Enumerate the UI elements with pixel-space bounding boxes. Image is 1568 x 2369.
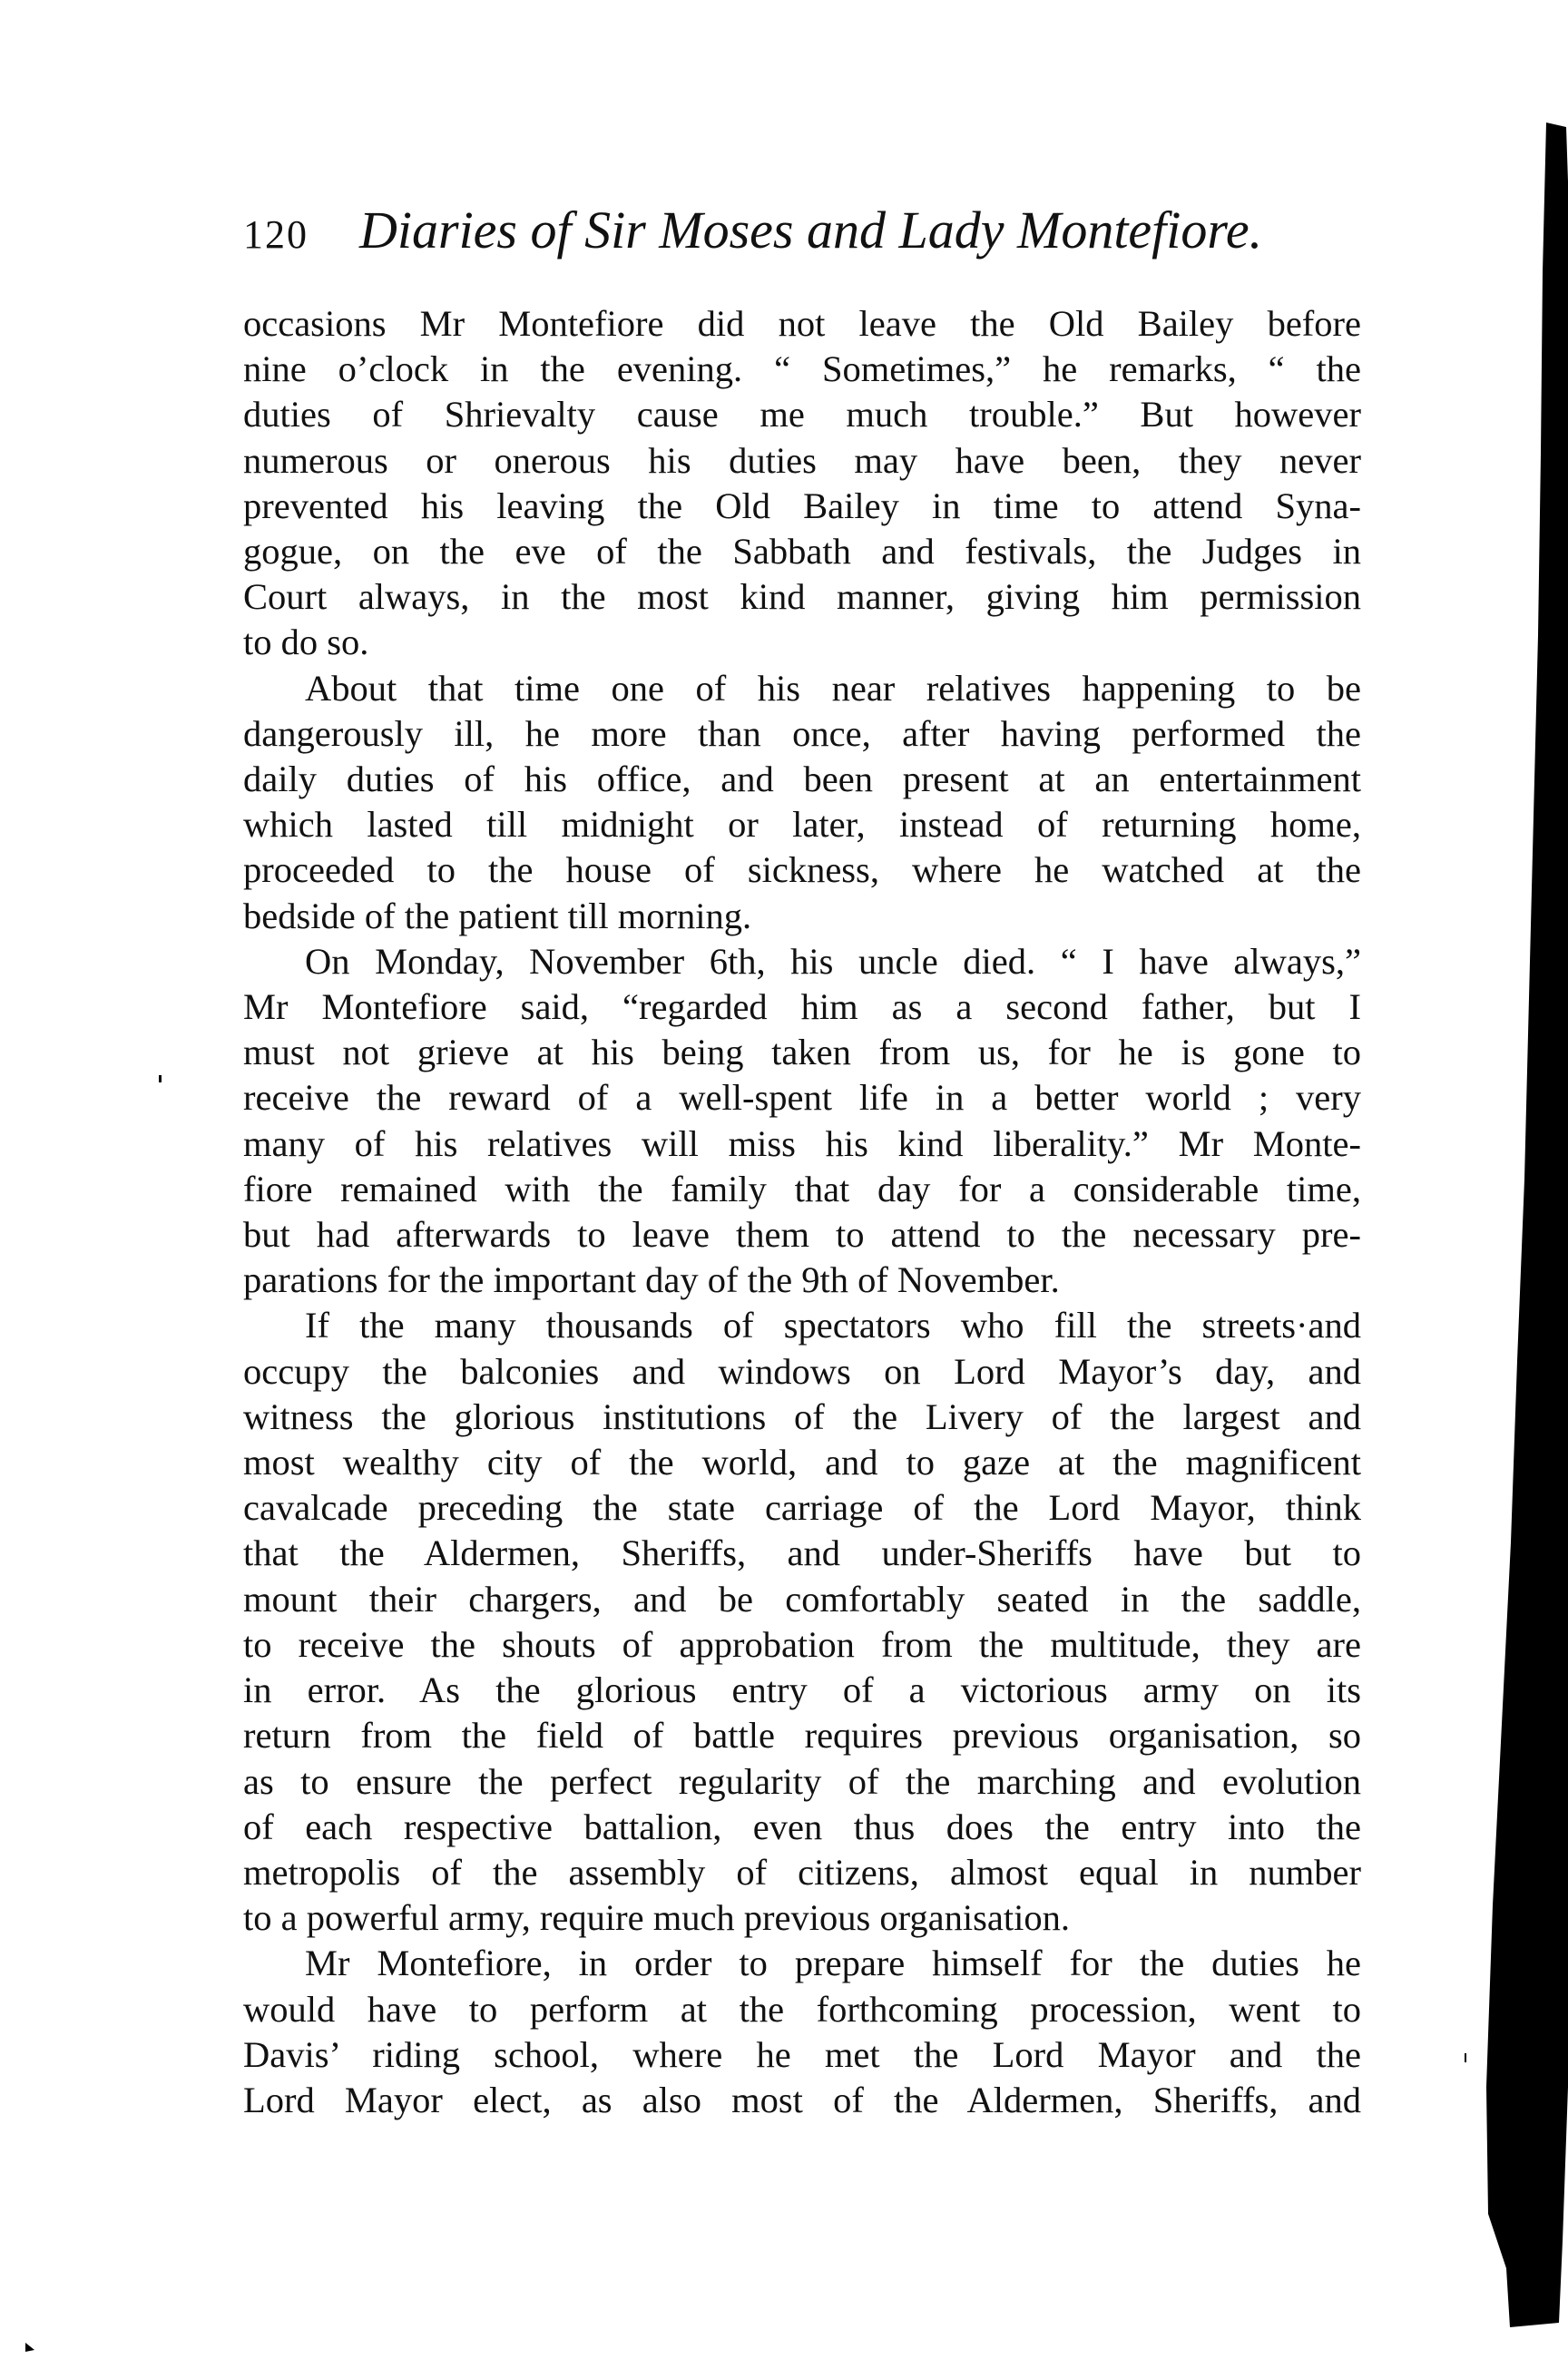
text-line: mount their chargers, and be comfortably seated in the saddle,	[243, 1578, 1361, 1620]
text-line: Mr Montefiore, in order to prepare himself for the duties he	[305, 1943, 1361, 1984]
scan-artifact-tick	[1465, 2053, 1466, 2062]
text-line: of each respective battalion, even thus does the entry into the	[243, 1806, 1361, 1847]
text-line: must not grieve at his being taken from us, for he is gone to	[243, 1032, 1361, 1073]
text-line: metropolis of the assembly of citizens, almost equal in number	[243, 1851, 1361, 1893]
text-line: Davis’ riding school, where he met the Lord Mayor and the	[243, 2033, 1361, 2075]
text-line: to receive the shouts of approbation from the multitude, they are	[243, 1623, 1361, 1665]
text-line: would have to perform at the forthcoming procession, went to	[243, 1988, 1361, 2030]
running-title: Diaries of Sir Moses and Lady Montefiore.	[359, 201, 1263, 259]
text-line: Mr Montefiore said, “regarded him as a second father, but I	[243, 986, 1361, 1028]
text-line: as to ensure the perfect regularity of the marching and evolution	[243, 1760, 1361, 1802]
text-line: to a powerful army, require much previous organisation.	[243, 1897, 1070, 1939]
text-line: to do so.	[243, 622, 369, 663]
text-line: in error. As the glorious entry of a victorious army on its	[243, 1669, 1361, 1711]
text-line: About that time one of his near relatives happening to be	[305, 667, 1361, 709]
text-line: that the Aldermen, Sheriffs, and under-Sheriffs have but to	[243, 1532, 1361, 1574]
text-line: bedside of the patient till morning.	[243, 895, 752, 936]
text-line: On Monday, November 6th, his uncle died. “ I have always,”	[305, 940, 1361, 982]
text-line: prevented his leaving the Old Bailey in time to attend Syna-	[243, 485, 1361, 526]
text-line: receive the reward of a well-spent life in a better world ; very	[243, 1077, 1361, 1119]
text-line: but had afterwards to leave them to attend to the necessary pre-	[243, 1214, 1361, 1256]
text-line: duties of Shrievalty cause me much trouble.” But however	[243, 394, 1361, 436]
text-line: numerous or onerous his duties may have been, they never	[243, 439, 1361, 481]
text-line: fiore remained with the family that day for a considerable time,	[243, 1168, 1361, 1209]
text-line: proceeded to the house of sickness, where he watched at the	[243, 849, 1361, 891]
text-line: Court always, in the most kind manner, giving him permission	[243, 576, 1361, 618]
text-line: occasions Mr Montefiore did not leave the Old Bailey before	[243, 303, 1361, 344]
scan-artifact-arrow-icon	[25, 2343, 34, 2352]
scan-artifact-dot	[159, 1075, 162, 1082]
text-line: If the many thousands of spectators who fill the streets·and	[305, 1305, 1361, 1346]
text-line: most wealthy city of the world, and to gaze at the magnificent	[243, 1442, 1361, 1483]
text-line: witness the glorious institutions of the Livery of the largest and	[243, 1395, 1361, 1437]
text-line: dangerously ill, he more than once, after having performed the	[243, 712, 1361, 754]
text-line: which lasted till midnight or later, instead of returning home,	[243, 804, 1361, 846]
text-line: daily duties of his office, and been present at an entertainment	[243, 759, 1361, 800]
text-line: Lord Mayor elect, as also most of the Aldermen, Sheriffs, and	[243, 2079, 1361, 2120]
text-line: cavalcade preceding the state carriage of the Lord Mayor, think	[243, 1487, 1361, 1529]
text-line: gogue, on the eve of the Sabbath and festivals, the Judges in	[243, 531, 1361, 573]
text-line: many of his relatives will miss his kind liberality.” Mr Monte-	[243, 1122, 1361, 1164]
page-number: 120	[243, 212, 309, 257]
text-line: occupy the balconies and windows on Lord Mayor’s day, and	[243, 1350, 1361, 1392]
text-line: nine o’clock in the evening. “ Sometimes,” he remarks, “ the	[243, 348, 1361, 390]
text-line: return from the field of battle requires previous organisation, so	[243, 1715, 1361, 1757]
text-line: parations for the important day of the 9th of November.	[243, 1259, 1060, 1301]
